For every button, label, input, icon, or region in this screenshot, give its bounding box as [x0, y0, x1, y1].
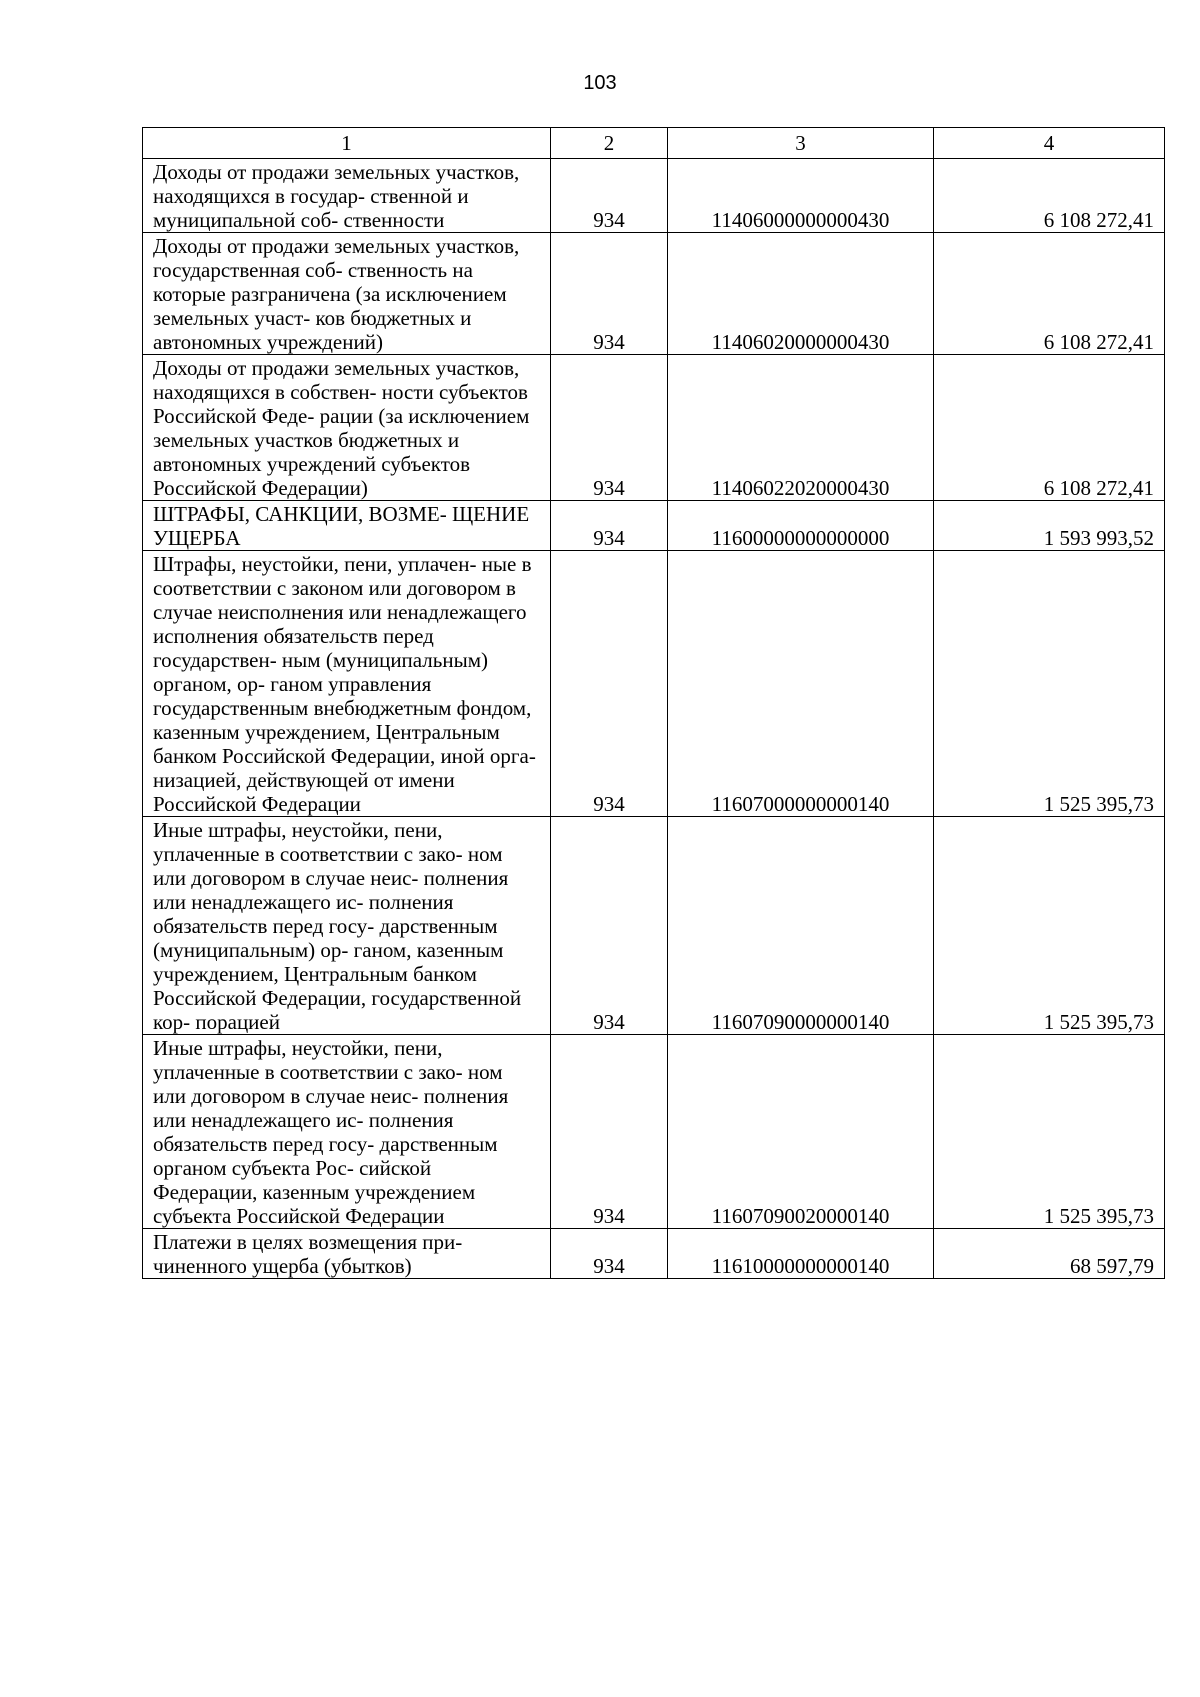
row-name-cell: Доходы от продажи земельных участков, государственная соб- ственность на которые разграничена (за исключением земельных участ- ков бюджетных и автономных учреждений) [143, 233, 551, 355]
table-row [143, 233, 1165, 355]
row-budget-code-cell: 11406022020000430 [668, 355, 934, 501]
row-admin-code-cell: 934 [551, 1229, 668, 1279]
row-admin-code-cell: 934 [551, 355, 668, 501]
table-row [143, 355, 1165, 501]
row-budget-code-cell: 11607090020000140 [668, 1035, 934, 1229]
table-header-row [143, 128, 1165, 159]
row-budget-code-cell: 11406000000000430 [668, 159, 934, 233]
row-amount-cell: 1 525 395,73 [934, 551, 1165, 817]
row-budget-code-cell: 11607000000000140 [668, 551, 934, 817]
row-amount-cell: 1 525 395,73 [934, 817, 1165, 1035]
row-admin-code-cell: 934 [551, 551, 668, 817]
row-budget-code-cell: 11610000000000140 [668, 1229, 934, 1279]
row-amount-cell: 68 597,79 [934, 1229, 1165, 1279]
table-row [143, 501, 1165, 551]
column-header-4: 4 [934, 128, 1165, 159]
row-name-cell: Иные штрафы, неустойки, пени, уплаченные в соответствии с зако- ном или договором в случае неис- полнения или ненадлежащего ис- полнения обязательств перед госу- дарственным органом субъекта Рос- сийской Федерации, казенным учреждением субъекта Российской Федерации [143, 1035, 551, 1229]
table-row [143, 1035, 1165, 1229]
row-budget-code-cell: 11406020000000430 [668, 233, 934, 355]
table-row [143, 817, 1165, 1035]
column-header-3: 3 [668, 128, 934, 159]
revenue-table [142, 127, 1165, 1279]
row-amount-cell: 1 593 993,52 [934, 501, 1165, 551]
row-name-cell: ШТРАФЫ, САНКЦИИ, ВОЗМЕ- ЩЕНИЕ УЩЕРБА [143, 501, 551, 551]
column-header-1: 1 [143, 128, 551, 159]
row-amount-cell: 6 108 272,41 [934, 355, 1165, 501]
row-admin-code-cell: 934 [551, 817, 668, 1035]
row-name-cell: Платежи в целях возмещения при- чиненного ущерба (убытков) [143, 1229, 551, 1279]
row-admin-code-cell: 934 [551, 501, 668, 551]
row-admin-code-cell: 934 [551, 233, 668, 355]
row-budget-code-cell: 11607090000000140 [668, 817, 934, 1035]
row-name-cell: Иные штрафы, неустойки, пени, уплаченные в соответствии с зако- ном или договором в случае неис- полнения или ненадлежащего ис- полнения обязательств перед госу- дарственным (муниципальным) ор- ганом, казенным учреждением, Центральным банком Российской Федерации, государственной кор- порацией [143, 817, 551, 1035]
table-row [143, 159, 1165, 233]
row-name-cell: Штрафы, неустойки, пени, уплачен- ные в соответствии с законом или договором в случае неисполнения или ненадлежащего исполнения обязательств перед государствен- ным (муниципальным) органом, ор- ганом управления государственным внебюджетным фондом, казенным учреждением, Центральным банком Российской Федерации, иной орга- низацией, действующей от имени Российской Федерации [143, 551, 551, 817]
row-name-cell: Доходы от продажи земельных участков, находящихся в собствен- ности субъектов Российской Феде- рации (за исключением земельных участков бюджетных и автономных учреждений субъектов Российской Федерации) [143, 355, 551, 501]
row-amount-cell: 6 108 272,41 [934, 233, 1165, 355]
column-header-2: 2 [551, 128, 668, 159]
row-name-cell: Доходы от продажи земельных участков, находящихся в государ- ственной и муниципальной соб- ственности [143, 159, 551, 233]
page-number: 103 [583, 72, 617, 94]
row-budget-code-cell: 11600000000000000 [668, 501, 934, 551]
row-amount-cell: 6 108 272,41 [934, 159, 1165, 233]
row-admin-code-cell: 934 [551, 159, 668, 233]
table-row [143, 1229, 1165, 1279]
table-row [143, 551, 1165, 817]
row-amount-cell: 1 525 395,73 [934, 1035, 1165, 1229]
row-admin-code-cell: 934 [551, 1035, 668, 1229]
